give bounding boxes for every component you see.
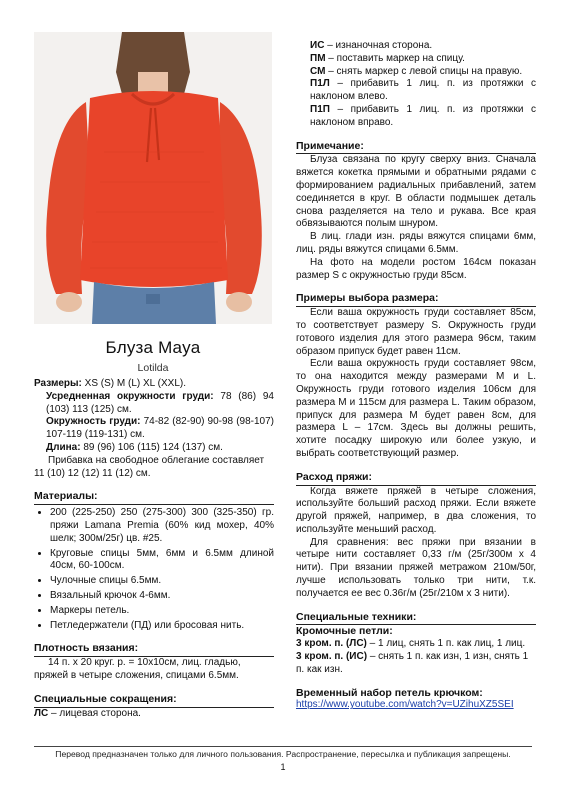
- length-line: [34, 442, 274, 455]
- video-link[interactable]: https://www.youtube.com/watch?v=UZihuXZ5SEI: [296, 699, 514, 711]
- sizes-label: Размеры:: [34, 378, 82, 389]
- abbreviation-item: СМ – снять маркер с левой спицы на правую.: [310, 65, 523, 77]
- page-number: 1: [280, 762, 286, 772]
- abbreviation-item: ЛС – лицевая сторона.: [34, 707, 141, 719]
- video-heading: Временный набор петель крючком:: [296, 686, 483, 699]
- gauge-text: 14 п. х 20 круг. р. = 10х10см, лиц. гладью, пряжей в четыре сложения, спицами 6.5мм.: [34, 657, 241, 681]
- finished-chest-line: [34, 391, 274, 417]
- size-example-paragraph: Если ваша окружность груди составляет 98см, то она находится между размерами M и L. Окружность груди готового изделия 106см для размера M и 115см для размера L. Таким образом, припуск для размера M будет равен 8см, для размера L – 17см. Здесь вы должны решить, хотите посадку широкую или более узкую, и выбрать соответствующий размер.: [296, 358, 536, 459]
- materials-list: [34, 507, 274, 632]
- technique-item: 3 кром. п. (ИС) – снять 1 п. как изн, 1 изн, снять 1 п. как изн.: [296, 651, 529, 675]
- finished-chest-label: Усредненная окружности груди:: [46, 390, 214, 402]
- note-paragraph: В лиц. глади изн. ряды вяжутся спицами 6мм, лиц. ряды вяжутся спицами 6.5мм.: [296, 231, 536, 255]
- body-chest-label: Окружность груди:: [46, 416, 141, 428]
- materials-item: • Вязальный крючок 4-6мм.: [50, 590, 274, 603]
- size-examples-heading: Примеры выбора размера:: [296, 292, 536, 307]
- abbreviation-item: П1П – прибавить 1 лиц. п. из протяжки с наклоном вправо.: [310, 103, 536, 128]
- sizes-line: [34, 378, 274, 391]
- body-chest-value: 74-82 (82-90) 90-98 (98-107) 107-119 (119-131) см.: [46, 416, 274, 441]
- technique-item: 3 кром. п. (ЛС) – 1 лиц, снять 1 п. как лиц, 1 лиц.: [296, 638, 526, 650]
- note-paragraph: Блуза связана по кругу сверху вниз. Сначала вяжется кокетка прямыми и обратными рядами с формированием радиальных прибавлений, затем соединяется в круг. В области подмышек деталь снова разделяется на тело и рукава. Все края обвязываются полым шнуром.: [296, 154, 536, 230]
- length-label: Длина:: [46, 441, 81, 453]
- abbreviation-item: ПМ – поставить маркер на спицу.: [310, 52, 465, 64]
- abbreviations-heading: Специальные сокращения:: [34, 693, 274, 708]
- materials-item: • Круговые спицы 5мм, 6мм и 6.5мм длиной 40см, 60-100см.: [50, 548, 274, 574]
- footer-notice: Перевод предназначен только для личного пользования. Распространение, пересылка и публикация запрещены.: [55, 749, 511, 759]
- abbreviation-item: П1Л – прибавить 1 лиц. п. из протяжки с наклоном влево.: [310, 78, 536, 103]
- footer-divider: [34, 746, 532, 747]
- abbreviation-item: ИС – изнаночная сторона.: [310, 40, 433, 51]
- note-paragraph: На фото на модели ростом 164см показан размер S с окружностью груди 85см.: [296, 256, 536, 281]
- length-value: 89 (96) 106 (115) 124 (137) см.: [80, 441, 223, 453]
- yarn-use-paragraph: Для сравнения: вес пряжи при вязании в четыре нити составляет 0,33 г/м (25г/300м х 4 нити). При вязании пряжей метражом 210м/50г, лучше использовать только три нити, т.к. получается ее вес 0.36г/м (25г/210м х 3 нити).: [296, 536, 536, 599]
- finished-chest-value: 78 (86) 94 (103) 113 (125) см.: [46, 390, 274, 415]
- sweater-model-photo: [34, 32, 272, 324]
- materials-item: • Чулочные спицы 6.5мм.: [50, 575, 274, 588]
- materials-item: • Маркеры петель.: [50, 605, 274, 618]
- techniques-heading: Специальные техники:: [296, 611, 536, 626]
- sizes-value: XS (S) M (L) XL (XXL).: [81, 378, 186, 389]
- left-column: [34, 378, 274, 720]
- pattern-title: Блуза Maya: [105, 338, 201, 357]
- body-chest-line: [34, 416, 274, 442]
- selvedge-subheading: Кромочные петли:: [296, 625, 393, 638]
- note-heading: Примечание:: [296, 140, 536, 155]
- pattern-author: Lotilda: [137, 362, 169, 374]
- ease-text: Прибавка на свободное облегание составляет 11 (10) 12 (12) 11 (12) см.: [34, 454, 265, 479]
- video-link-line: [296, 699, 536, 712]
- right-column: [296, 40, 536, 712]
- materials-heading: Материалы:: [34, 490, 274, 505]
- yarn-use-paragraph: Когда вяжете пряжей в четыре сложения, используйте больший расход пряжи. Если вяжете другой пряжей, например, в два сложения, то используйте меньший расход.: [296, 485, 536, 535]
- materials-item: • 200 (225-250) 250 (275-300) 300 (325-350) гр. пряжи Lamana Premia (60% кид мохер, 40% шелк; 300м/25г) цв. #25.: [50, 507, 274, 545]
- gauge-heading: Плотность вязания:: [34, 642, 274, 657]
- size-example-paragraph: Если ваша окружность груди составляет 85см, то соответствует размеру S. Окружность груди готового изделия для этого размера 96см, таким образом припуск будет равен 11см.: [296, 307, 536, 357]
- materials-item: • Петледержатели (ПД) или бросовая нить.: [50, 620, 274, 633]
- yarn-use-heading: Расход пряжи:: [296, 471, 536, 486]
